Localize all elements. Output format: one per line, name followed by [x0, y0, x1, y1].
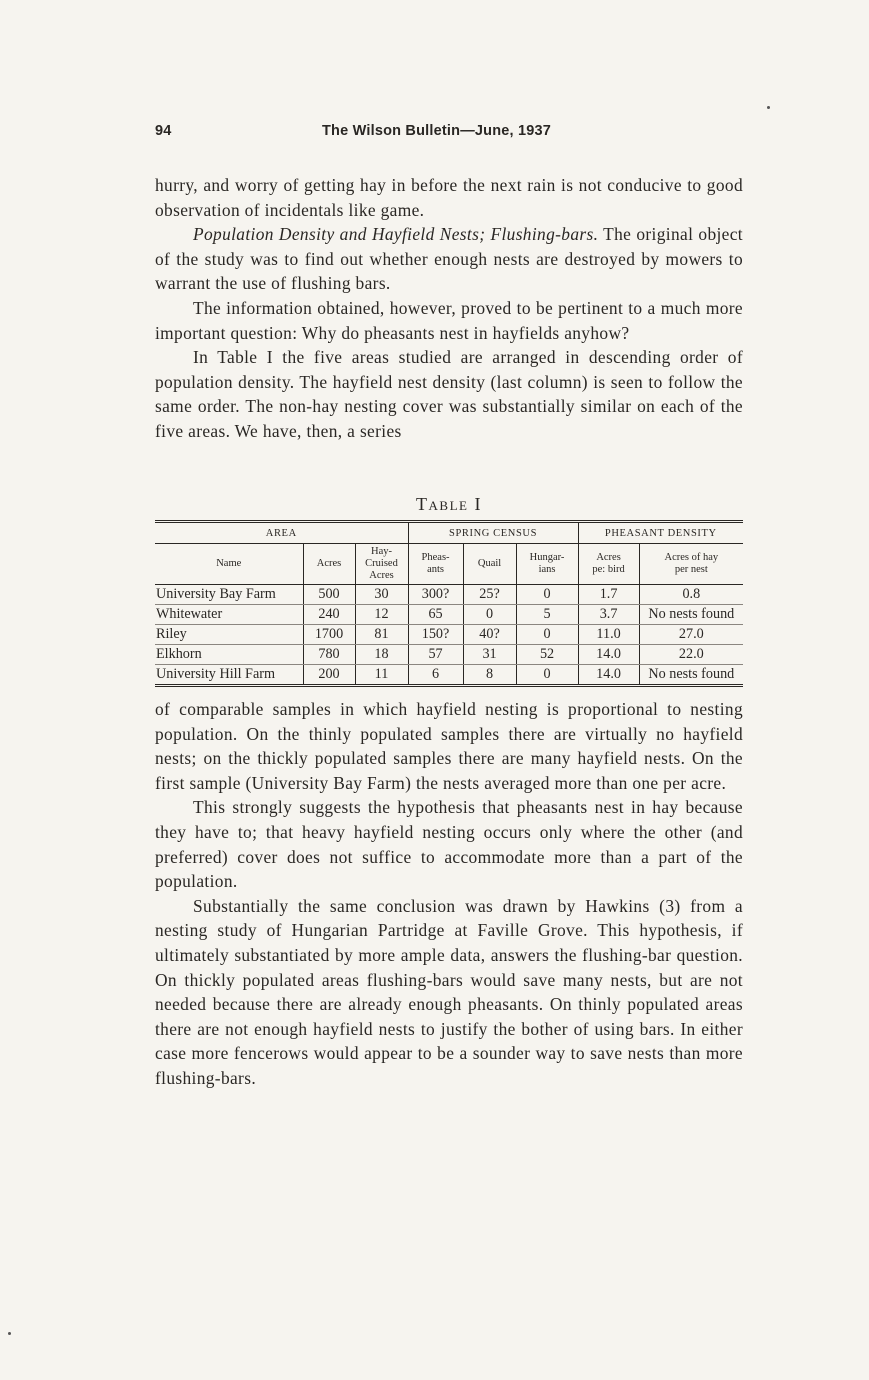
cell-name: University Hill Farm [156, 666, 276, 682]
cell-acres-per-bird: 14.0 [578, 665, 639, 686]
cell-acres-per-bird: 1.7 [578, 585, 639, 605]
cell-acres-hay-per-nest: 0.8 [639, 585, 743, 605]
column-header-hay-cruised: Hay- Cruised Acres [355, 544, 408, 585]
paragraph: This strongly suggests the hypothesis that pheasants nest in hay because they have to; that heavy hayfield nesting occurs only where the other (and preferred) cover does not suffice to accommodate more than a part of the population. [155, 797, 743, 892]
body-text-top [155, 173, 743, 444]
cell-acres: 240 [303, 605, 355, 625]
body-text-bottom [155, 697, 743, 1091]
cell-acres-hay-per-nest: 22.0 [639, 645, 743, 665]
cell-hungarians: 5 [516, 605, 578, 625]
cell-quail: 8 [463, 665, 516, 686]
column-header-acres-hay-per-nest: Acres of hay per nest [639, 544, 743, 585]
cell-acres-per-bird: 11.0 [578, 625, 639, 645]
speck-mark [767, 106, 770, 109]
table-title [155, 494, 743, 515]
cell-acres-hay-per-nest: No nests found [639, 605, 743, 625]
paragraph: The information obtained, however, proved to be pertinent to a much more important question: Why do pheasants nest in hayfields anyhow? [155, 297, 743, 343]
cell-hay-cruised: 81 [355, 625, 408, 645]
cell-acres: 200 [303, 665, 355, 686]
cell-quail: 25? [463, 585, 516, 605]
table-row [155, 605, 743, 625]
cell-hungarians: 0 [516, 585, 578, 605]
cell-hungarians: 0 [516, 665, 578, 686]
cell-acres-per-bird: 3.7 [578, 605, 639, 625]
table-title-word: Table [416, 494, 469, 514]
cell-hay-cruised: 12 [355, 605, 408, 625]
column-header-hungarians: Hungar- ians [516, 544, 578, 585]
cell-hay-cruised: 18 [355, 645, 408, 665]
paragraph-text: The original object of the study was to find out whether enough nests are destroyed by mowers to warrant the use of flushing bars. [155, 224, 743, 294]
table-row [155, 665, 743, 686]
cell-acres-hay-per-nest: 27.0 [639, 625, 743, 645]
cell-name: University Bay Farm [155, 585, 303, 605]
cell-acres-hay-per-nest: No nests found [639, 665, 743, 686]
cell-pheasants: 150? [408, 625, 463, 645]
population-table [155, 520, 743, 687]
cell-pheasants: 65 [408, 605, 463, 625]
column-header-acres-per-bird: Acres pe: bird [578, 544, 639, 585]
speck-mark [8, 1332, 11, 1335]
group-header-pheasant-density: PHEASANT DENSITY [578, 522, 743, 544]
cell-hay-cruised: 11 [355, 665, 408, 686]
cell-quail: 31 [463, 645, 516, 665]
cell-quail: 40? [463, 625, 516, 645]
column-header-name: Name [155, 544, 303, 585]
paragraph: Substantially the same conclusion was drawn by Hawkins (3) from a nesting study of Hungarian Partridge at Faville Grove. This hypothesis, if ultimately substantiated by more ample data, answers the flushing-bar question. On thickly populated areas flushing-bars would save many nests, but are not needed because there are already enough pheasants. On thinly populated areas there are not enough hayfield nests to justify the bother of using bars. In either case more fencerows would appear to be a sounder way to save nests than more flushing-bars. [155, 895, 743, 1088]
table-group-header [155, 522, 743, 544]
table-column-header [155, 544, 743, 585]
cell-name: Whitewater [155, 605, 303, 625]
cell-pheasants: 300? [408, 585, 463, 605]
table-row [155, 585, 743, 605]
cell-acres: 500 [303, 585, 355, 605]
cell-hungarians: 52 [516, 645, 578, 665]
running-title: The Wilson Bulletin—June, 1937 [322, 123, 552, 139]
paragraph: In Table I the five areas studied are arranged in descending order of population density. The hayfield nest density (last column) is seen to follow the same order. The non-hay nesting cover was substantially similar on each of the five areas. We have, then, a series [155, 347, 743, 441]
cell-name: Elkhorn [155, 645, 303, 665]
paragraph [155, 222, 743, 296]
column-header-acres: Acres [303, 544, 355, 585]
group-header-spring-census: SPRING CENSUS [408, 522, 578, 544]
page-number: 94 [155, 123, 172, 139]
cell-pheasants: 57 [408, 645, 463, 665]
cell-acres-per-bird: 14.0 [578, 645, 639, 665]
table-row [155, 645, 743, 665]
cell-hungarians: 0 [516, 625, 578, 645]
table-row [155, 625, 743, 645]
column-header-quail: Quail [463, 544, 516, 585]
cell-acres: 1700 [303, 625, 355, 645]
cell-hay-cruised: 30 [355, 585, 408, 605]
cell-pheasants: 6 [408, 665, 463, 686]
paragraph: hurry, and worry of getting hay in before the next rain is not conducive to good observation of incidentals like game. [155, 175, 743, 220]
group-header-area: AREA [155, 522, 408, 544]
table-title-numeral: I [474, 494, 482, 514]
column-header-pheasants: Pheas- ants [408, 544, 463, 585]
cell-acres: 780 [303, 645, 355, 665]
paragraph: of comparable samples in which hayfield nesting is proportional to nesting population. On the thinly populated samples there are virtually no hayfield nests; on the thickly populated samples there are many hayfield nests. On the first sample (University Bay Farm) the nests averaged more than one per acre. [155, 699, 743, 793]
section-heading: Population Density and Hayfield Nests; Flushing-bars. [193, 224, 599, 245]
cell-name: Riley [155, 625, 303, 645]
cell-quail: 0 [463, 605, 516, 625]
